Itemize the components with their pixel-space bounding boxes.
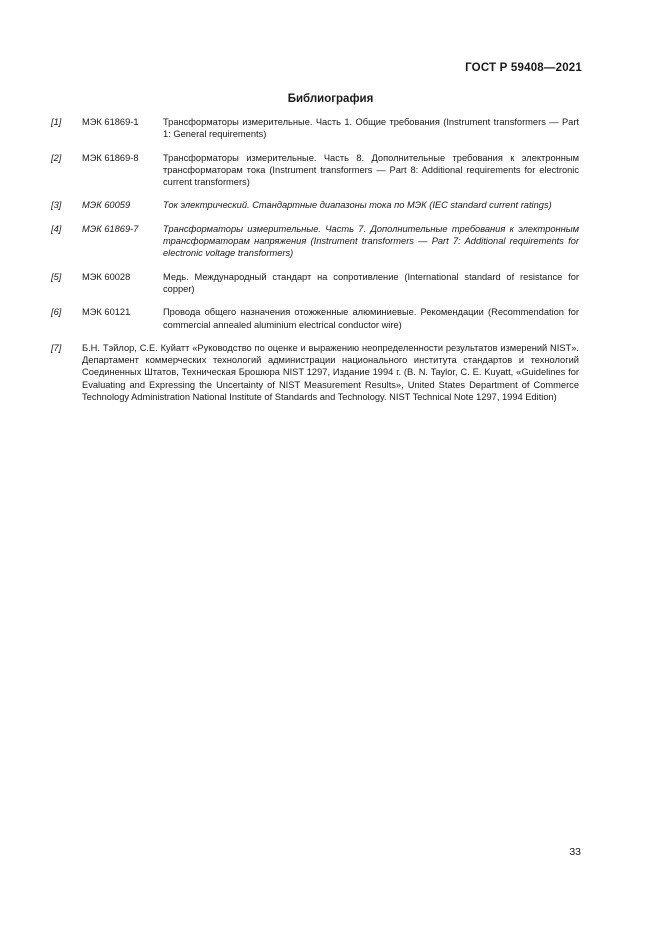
bib-entry-1 xyxy=(51,116,579,141)
bib-entry-6 xyxy=(51,306,579,331)
bib-entry-4 xyxy=(51,223,579,260)
entry-code: МЭК 60121 xyxy=(82,307,131,318)
bib-entry-5 xyxy=(51,271,579,296)
entry-text: Провода общего назначения отожженные алюминиевые. Рекомендации (Recommendation for commercial annealed aluminium electrical conductor wire) xyxy=(163,307,579,330)
entry-number: [6] xyxy=(51,307,62,318)
entry-text: Медь. Международный стандарт на сопротивление (International standard of resistance for copper) xyxy=(163,271,579,294)
entry-code: МЭК 61869-8 xyxy=(82,152,139,163)
bib-entry-7 xyxy=(51,342,579,403)
bib-entry-3 xyxy=(51,199,579,211)
entry-text: Ток электрический. Стандартные диапазоны тока по МЭК (IEC standard current ratings) xyxy=(163,200,552,211)
entry-number: [3] xyxy=(51,200,62,211)
entry-code: МЭК 61869-7 xyxy=(82,223,139,234)
bib-entry-2 xyxy=(51,152,579,189)
entry-code: МЭК 60028 xyxy=(82,271,131,282)
entry-number: [4] xyxy=(51,223,62,234)
entry-number: [7] xyxy=(51,342,62,353)
entry-text: Трансформаторы измерительные. Часть 7. Дополнительные требования к электронным трансформаторам напряжения (Instrument transformers — Part 7: Additional requirements for electronic voltage transformers) xyxy=(163,223,579,259)
entry-number: [1] xyxy=(51,117,62,127)
entry-number: [5] xyxy=(51,271,62,282)
document-code: ГОСТ Р 59408—2021 xyxy=(465,62,582,74)
entry-text: Б.Н. Тэйлор, С.Е. Куйатт «Руководство по оценке и выражению неопределенности результатов измерений NIST». Департамент коммерческих технологий администрации национального института стандартов и технологий Соединенных Штатов, Техническая Брошюра NIST 1297, Издание 1994 г. (B. N. Taylor, C. E. Kuyatt, «Guidelines for Evaluating and Expressing the Uncertainty of NIST Measurement Results», United States Department of Commerce Technology Administration National Institute of Standards and Technology. NIST Technical Note 1297, 1994 Edition) xyxy=(82,342,579,403)
bibliography-list xyxy=(51,116,579,414)
entry-text: Трансформаторы измерительные. Часть 1. Общие требования (Instrument transformers — Part 1: General requirements) xyxy=(163,117,579,140)
entry-code: МЭК 61869-1 xyxy=(82,117,139,127)
page-number: 33 xyxy=(569,846,581,858)
entry-number: [2] xyxy=(51,152,62,163)
entry-text: Трансформаторы измерительные. Часть 8. Дополнительные требования к электронным трансформаторам тока (Instrument transformers — Part 8: Additional requirements for electronic current transformers) xyxy=(163,152,579,188)
entry-code: МЭК 60059 xyxy=(82,200,131,211)
bibliography-title: Библиография xyxy=(287,93,374,105)
